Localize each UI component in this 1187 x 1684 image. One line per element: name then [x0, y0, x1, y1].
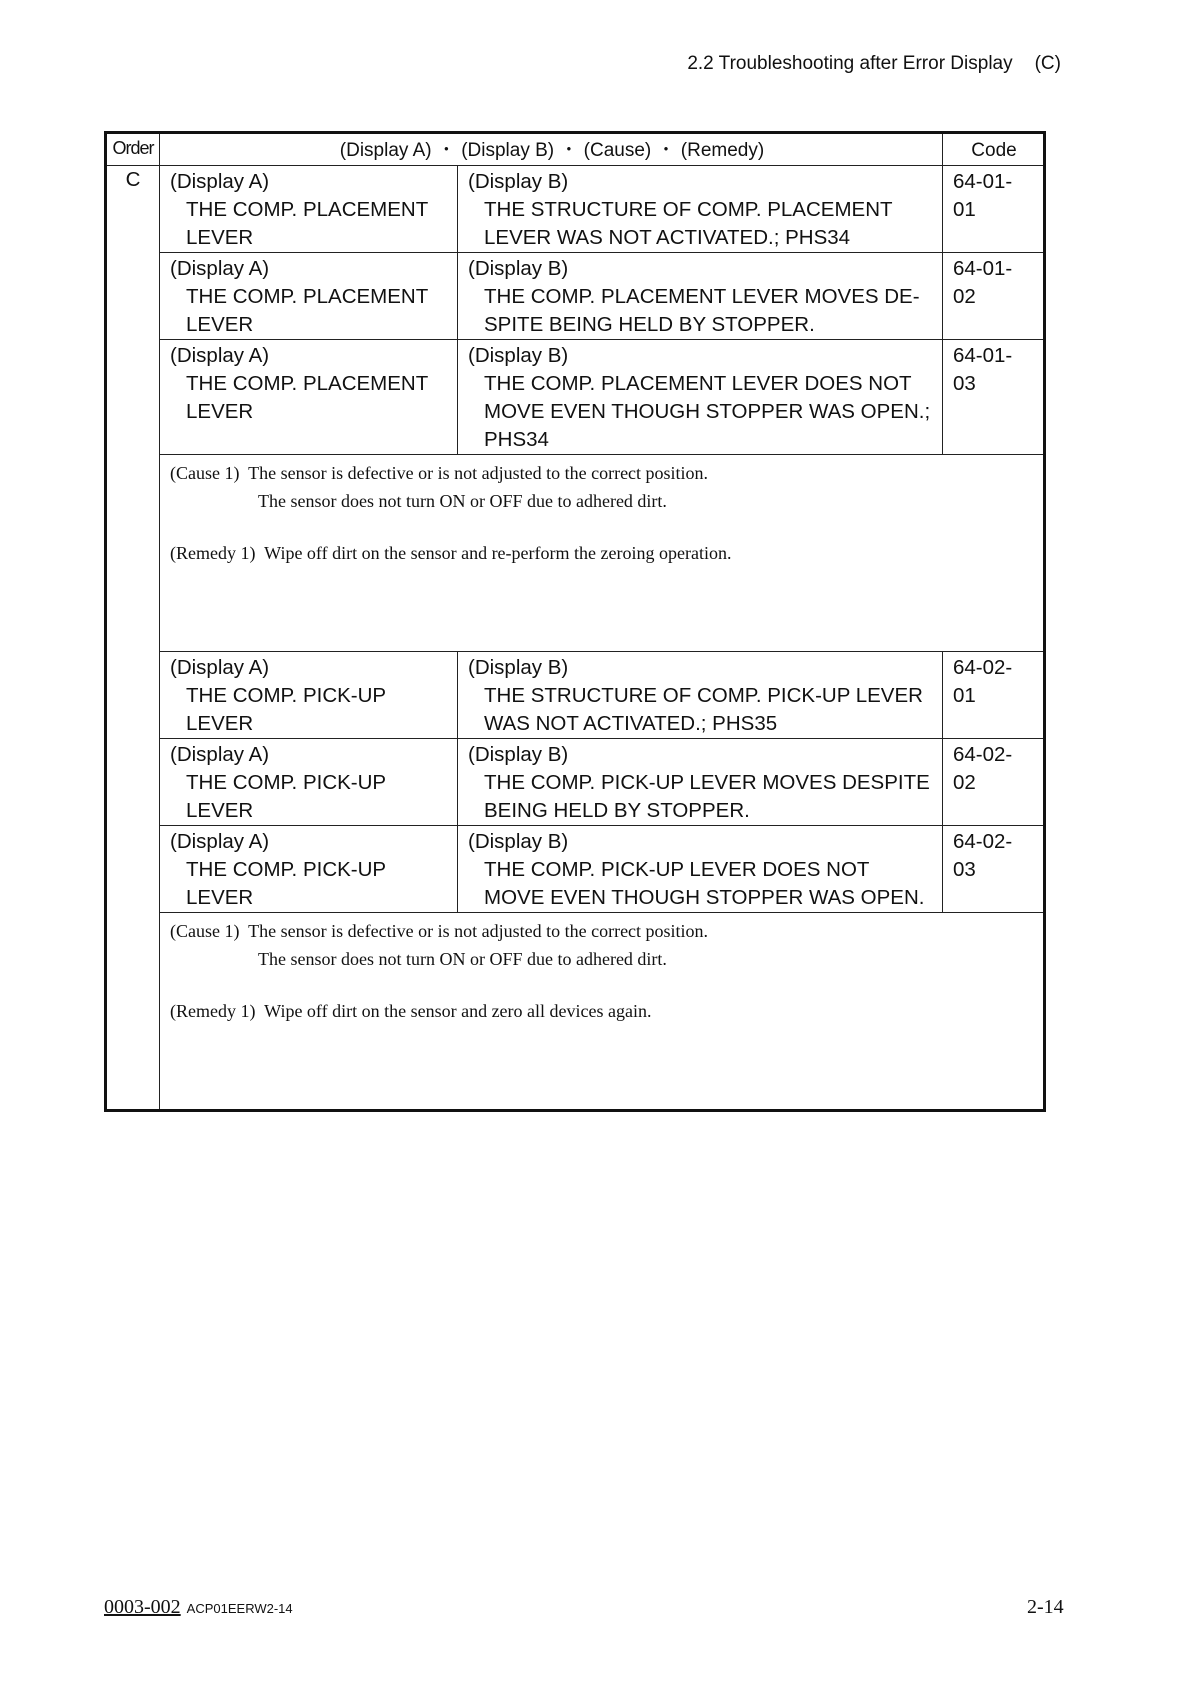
- cause-remedy-cell: [160, 913, 1045, 1111]
- code-cell: 64-01-01: [943, 166, 1045, 253]
- display-a-cell: [160, 166, 458, 253]
- code-cell: 64-02-02: [943, 739, 1045, 826]
- code-cell: 64-02-01: [943, 652, 1045, 739]
- display-b-cell: [458, 826, 943, 913]
- section-tag: (C): [1034, 53, 1061, 74]
- header-code: Code: [943, 133, 1045, 166]
- cause-remedy-cell: [160, 455, 1045, 652]
- header-order: Order: [106, 133, 160, 166]
- doc-number: 0003-002: [104, 1596, 181, 1618]
- display-a-text: THE COMP. PLACEMENT LEVER: [186, 372, 428, 423]
- display-b-label: (Display B): [468, 257, 569, 280]
- display-b-cell: [458, 739, 943, 826]
- display-b-cell: [458, 166, 943, 253]
- cause-line: [170, 917, 1033, 945]
- display-a-label: (Display A): [170, 170, 270, 193]
- cause-remedy-row: [106, 455, 1045, 652]
- table-row: [106, 826, 1045, 913]
- display-b-text: THE COMP. PICK-UP LEVER DOES NOT MOVE EVEN THOUGH STOPPER WAS OPEN.: [484, 858, 925, 909]
- display-a-cell: [160, 826, 458, 913]
- remedy-label: (Remedy 1): [170, 1001, 256, 1021]
- display-b-cell: [458, 253, 943, 340]
- display-a-text: THE COMP. PLACEMENT LEVER: [186, 285, 428, 336]
- display-b-text: THE STRUCTURE OF COMP. PLACEMENT LEVER WAS NOT ACTIVATED.; PHS34: [484, 198, 893, 249]
- display-b-text: THE STRUCTURE OF COMP. PICK-UP LEVER WAS NOT ACTIVATED.; PHS35: [484, 684, 923, 735]
- troubleshooting-table: [104, 131, 1046, 1112]
- code-cell: 64-02-03: [943, 826, 1045, 913]
- display-a-cell: [160, 253, 458, 340]
- display-b-label: (Display B): [468, 656, 569, 679]
- cause-label: (Cause 1): [170, 921, 240, 941]
- display-b-text: THE COMP. PICK-UP LEVER MOVES DESPITE BEING HELD BY STOPPER.: [484, 771, 930, 822]
- display-a-label: (Display A): [170, 743, 270, 766]
- display-a-cell: [160, 739, 458, 826]
- display-b-label: (Display B): [468, 743, 569, 766]
- display-a-text: THE COMP. PICK-UP LEVER: [186, 771, 386, 822]
- display-b-text: THE COMP. PLACEMENT LEVER DOES NOT MOVE EVEN THOUGH STOPPER WAS OPEN.; PHS34: [484, 372, 931, 451]
- doc-code: ACP01EERW2-14: [186, 1601, 293, 1616]
- order-cell: C: [106, 166, 160, 1111]
- page-number: 2-14: [1027, 1596, 1064, 1618]
- display-a-label: (Display A): [170, 344, 270, 367]
- code-cell: 64-01-03: [943, 340, 1045, 455]
- display-b-label: (Display B): [468, 830, 569, 853]
- display-b-cell: [458, 340, 943, 455]
- display-b-label: (Display B): [468, 170, 569, 193]
- section-header: [665, 53, 1061, 75]
- display-a-text: THE COMP. PICK-UP LEVER: [186, 858, 386, 909]
- remedy-label: (Remedy 1): [170, 543, 256, 563]
- table-row: [106, 253, 1045, 340]
- table-row: [106, 340, 1045, 455]
- table-row: [106, 652, 1045, 739]
- section-title: 2.2 Troubleshooting after Error Display: [687, 53, 1013, 74]
- display-a-cell: [160, 652, 458, 739]
- display-a-text: THE COMP. PLACEMENT LEVER: [186, 198, 428, 249]
- display-b-cell: [458, 652, 943, 739]
- cause-text: The sensor is defective or is not adjusted to the correct position.: [248, 463, 709, 483]
- display-a-text: THE COMP. PICK-UP LEVER: [186, 684, 386, 735]
- cause-text: The sensor is defective or is not adjusted to the correct position.: [248, 921, 709, 941]
- remedy-text: Wipe off dirt on the sensor and zero all devices again.: [264, 1001, 652, 1021]
- display-a-cell: [160, 340, 458, 455]
- remedy-line: [170, 997, 1033, 1025]
- cause-line: [170, 459, 1033, 487]
- cause-label: (Cause 1): [170, 463, 240, 483]
- cause-text-2: The sensor does not turn ON or OFF due to adhered dirt.: [258, 491, 667, 511]
- footer-doc-id: [104, 1596, 293, 1619]
- table-row: [106, 166, 1045, 253]
- display-a-label: (Display A): [170, 830, 270, 853]
- header-content: (Display A) ・ (Display B) ・ (Cause) ・ (Remedy): [160, 133, 943, 166]
- display-b-text: THE COMP. PLACEMENT LEVER MOVES DE-SPITE BEING HELD BY STOPPER.: [484, 285, 920, 336]
- display-a-label: (Display A): [170, 257, 270, 280]
- code-cell: 64-01-02: [943, 253, 1045, 340]
- table-header-row: [106, 133, 1045, 166]
- display-a-label: (Display A): [170, 656, 270, 679]
- display-b-label: (Display B): [468, 344, 569, 367]
- cause-remedy-row: [106, 913, 1045, 1111]
- remedy-text: Wipe off dirt on the sensor and re-perform the zeroing operation.: [264, 543, 732, 563]
- cause-text-2: The sensor does not turn ON or OFF due to adhered dirt.: [258, 949, 667, 969]
- table-row: [106, 739, 1045, 826]
- remedy-line: [170, 539, 1033, 567]
